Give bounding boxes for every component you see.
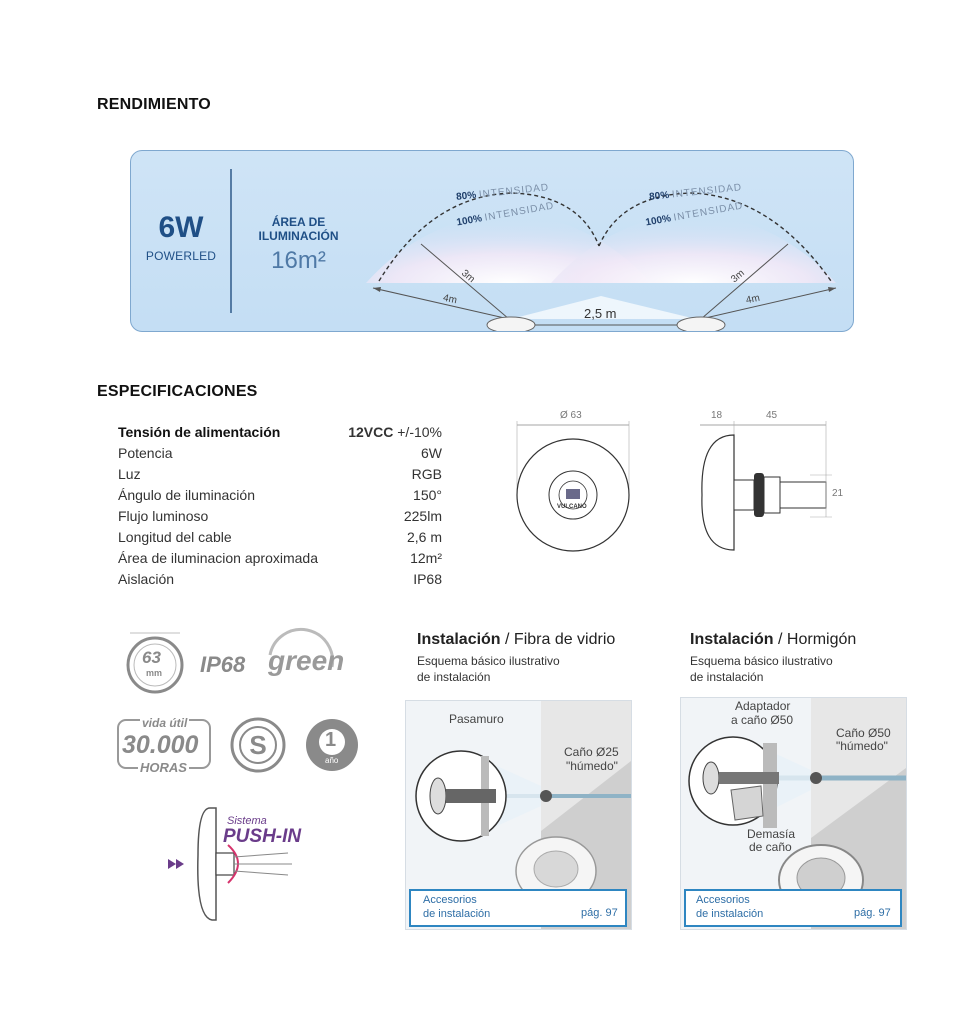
dist-3m-right: 3m — [729, 267, 747, 286]
intensity-100-left-label: INTENSIDAD — [483, 200, 556, 224]
dist-4m-right: 4m — [745, 292, 761, 307]
side-ring — [754, 473, 764, 517]
accessories-bar[interactable] — [684, 889, 902, 927]
pushin-top: Sistema — [227, 815, 267, 827]
side-connector — [764, 477, 780, 513]
area-title-1: ÁREA DE — [271, 215, 326, 229]
light-beam-diagram — [131, 151, 853, 331]
spec-value-bold: 12VCC — [348, 424, 394, 440]
spec-row — [118, 548, 442, 569]
mini-light — [430, 778, 446, 814]
spec-row — [118, 527, 442, 548]
accessories-label-1: Accesorios — [423, 894, 477, 906]
label-pipe-1: Caño Ø50 — [836, 726, 891, 740]
intensity-100-right-value: 100% — [644, 213, 672, 229]
label-excess-1: Demasía — [747, 827, 796, 841]
mini-connector — [446, 789, 496, 803]
ray-right-4m — [701, 288, 836, 319]
accessories-page: pág. 97 — [854, 907, 891, 919]
install-fiber-sub-1: Esquema básico ilustrativo — [417, 654, 560, 668]
install-concrete-sub-1: Esquema básico ilustrativo — [690, 654, 833, 668]
side-cable-gland — [780, 482, 826, 508]
spec-value — [348, 422, 442, 443]
accessories-label-1: Accesorios — [696, 894, 750, 906]
arrow-left — [373, 287, 381, 292]
glow-right — [551, 211, 836, 286]
spec-label: Flujo luminoso — [118, 508, 209, 524]
dim-18-label: 18 — [711, 410, 723, 421]
intensity-80-right-value: 80% — [648, 189, 670, 203]
green-badge: green — [268, 645, 345, 676]
spec-label: Área de iluminacion aproximada — [118, 550, 318, 566]
spec-label: Potencia — [118, 445, 173, 461]
side-neck — [734, 480, 754, 510]
label-pipe-1: Caño Ø25 — [564, 745, 619, 759]
spec-label: Aislación — [118, 571, 175, 587]
light-left — [487, 317, 535, 331]
motion-line — [234, 871, 288, 875]
size-badge-unit: mm — [146, 668, 163, 678]
power-value: 6W — [158, 211, 204, 244]
spec-label: Ángulo de iluminación — [118, 487, 255, 503]
intensity-100-left-value: 100% — [455, 213, 483, 229]
label-excess-2: de caño — [749, 840, 792, 854]
install-fiber-diagram — [405, 700, 632, 930]
spec-row — [118, 506, 442, 527]
install-concrete-title — [690, 631, 856, 649]
warranty-unit: año — [325, 756, 339, 765]
spec-value: RGB — [411, 466, 442, 482]
life-bottom: HORAS — [140, 760, 187, 775]
warranty-value: 1 — [325, 729, 337, 751]
spec-value: 6W — [421, 445, 442, 461]
power-sub: POWERLED — [145, 249, 217, 263]
pipe-fitting — [810, 772, 822, 784]
pushin-light — [198, 808, 216, 920]
led-chip — [566, 489, 580, 499]
spec-value-rest: +/-10% — [393, 424, 442, 440]
spec-value: 2,6 m — [406, 529, 442, 545]
seal-s-glyph: S — [249, 730, 267, 760]
specs-table — [118, 422, 442, 590]
spec-label: Luz — [118, 466, 141, 482]
spec-row — [118, 485, 442, 506]
size-badge-value: 63 — [142, 648, 161, 667]
accessories-label-2: de instalación — [696, 908, 764, 920]
intensity-80-right-label: INTENSIDAD — [671, 182, 743, 201]
install-fiber-title-bold: Instalación — [417, 631, 501, 648]
area-title-2: ILUMINACIÓN — [258, 229, 339, 243]
spec-value: IP68 — [413, 571, 442, 587]
spec-row-voltage — [118, 422, 442, 443]
life-value: 30.000 — [122, 731, 199, 759]
area-value: 16m² — [271, 247, 326, 274]
spec-row — [118, 464, 442, 485]
install-fiber-title-rest: / Fibra de vidrio — [500, 631, 616, 648]
push-arrow-icon — [176, 859, 184, 869]
accessories-label-2: de instalación — [423, 908, 491, 920]
push-arrow-icon — [168, 859, 176, 869]
label-pasamuro: Pasamuro — [449, 712, 504, 726]
intensity-80-left-label: INTENSIDAD — [478, 182, 550, 201]
diameter-label: Ø 63 — [560, 410, 582, 421]
dim-45-label: 45 — [766, 410, 778, 421]
wall-section — [763, 743, 777, 828]
arrow-right — [828, 287, 836, 292]
accessories-page: pág. 97 — [581, 907, 618, 919]
motion-line — [234, 853, 288, 857]
pipe-excess — [731, 786, 763, 820]
performance-title: RENDIMIENTO — [97, 96, 211, 113]
dist-4m-left: 4m — [442, 292, 458, 307]
performance-panel — [130, 150, 854, 332]
intensity-100-right-label: INTENSIDAD — [672, 200, 745, 224]
spec-label: Tensión de alimentación — [118, 424, 281, 440]
spec-row — [118, 443, 442, 464]
install-fiber-title — [417, 631, 615, 649]
pushin-neck — [216, 853, 234, 875]
mini-light — [703, 762, 719, 794]
brand-mark: VULCANO — [557, 504, 587, 510]
install-concrete-diagram — [680, 697, 907, 930]
spec-row — [118, 569, 442, 590]
label-adapter-2: a caño Ø50 — [731, 713, 794, 727]
install-fiber-sub-2: de instalación — [417, 670, 491, 684]
side-body — [702, 435, 734, 550]
spec-value: 225lm — [403, 508, 442, 524]
label-pipe-2: "húmedo" — [836, 739, 888, 753]
intensity-80-left-value: 80% — [455, 189, 477, 203]
install-concrete-title-rest: / Hormigón — [773, 631, 857, 648]
pipe-fitting — [540, 790, 552, 802]
ip-badge: IP68 — [200, 652, 246, 677]
ray-left-4m — [373, 288, 509, 319]
label-adapter-1: Adaptador — [735, 699, 791, 713]
dim-21-label: 21 — [832, 488, 844, 499]
spec-value: 12m² — [410, 550, 442, 566]
mini-connector — [719, 772, 779, 784]
spec-value: 150° — [413, 487, 442, 503]
specs-title: ESPECIFICACIONES — [97, 383, 258, 400]
install-concrete-title-bold: Instalación — [690, 631, 774, 648]
pushin-main: PUSH-IN — [223, 826, 302, 847]
install-concrete-sub-2: de instalación — [690, 670, 764, 684]
light-right — [677, 317, 725, 331]
life-top: vida útil — [142, 716, 188, 730]
accessories-bar[interactable] — [409, 889, 627, 927]
front-view-drawing — [505, 405, 645, 555]
dist-3m-left: 3m — [459, 267, 477, 286]
spec-label: Longitud del cable — [118, 529, 232, 545]
label-pipe-2: "húmedo" — [566, 759, 618, 773]
accessory-product-hole — [534, 851, 578, 887]
spacing-label: 2,5 m — [584, 306, 617, 321]
side-view-drawing — [690, 405, 840, 555]
